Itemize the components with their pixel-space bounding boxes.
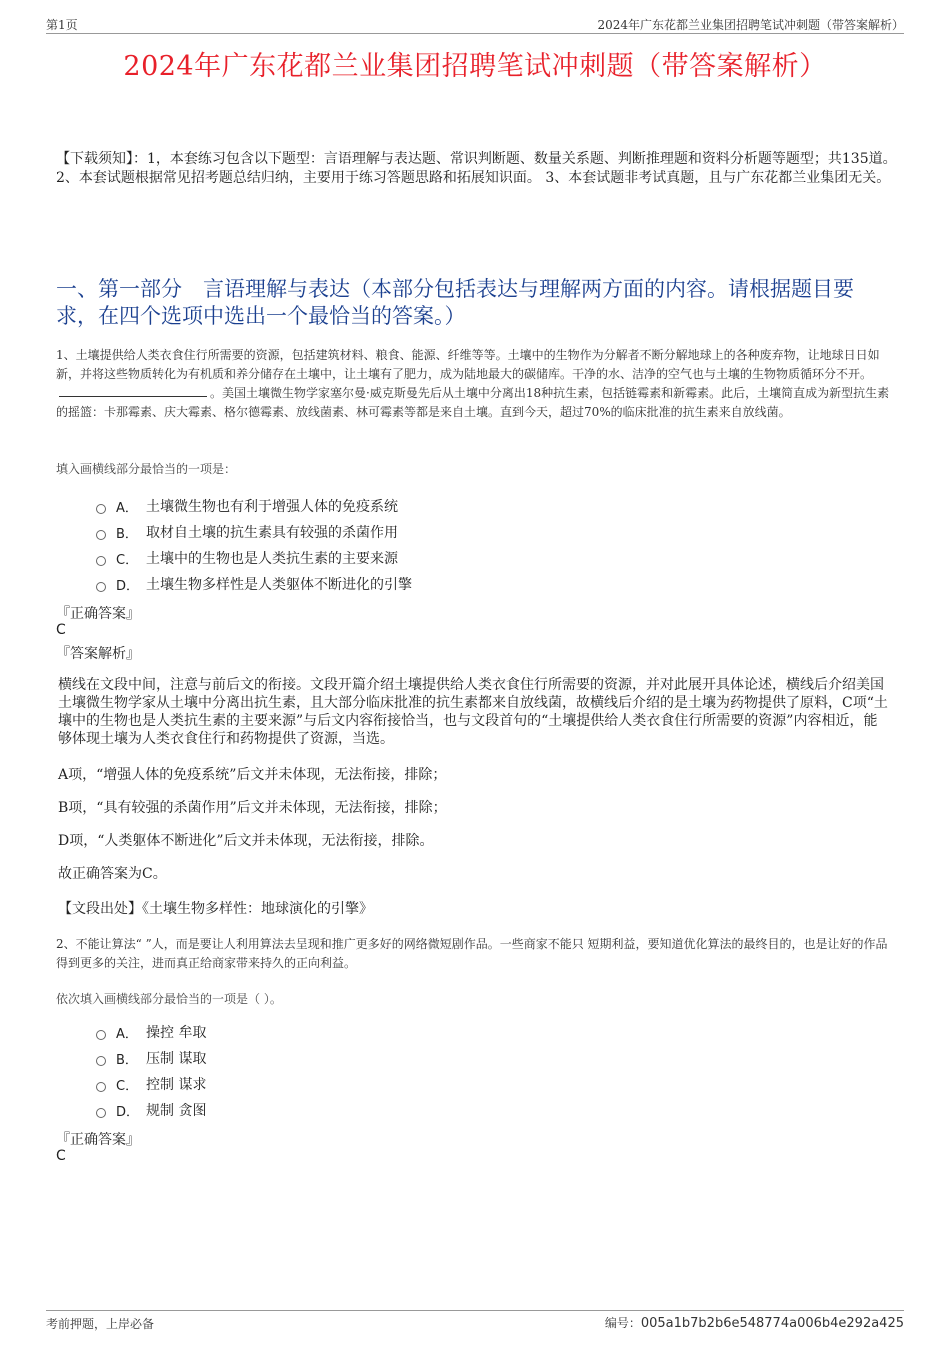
answer-label: 『正确答案』 <box>56 1132 140 1148</box>
option-a[interactable]: A． 土壤微生物也有利于增强人体的免疫系统 <box>96 493 412 519</box>
question-1-text <box>56 346 894 422</box>
radio-icon[interactable] <box>96 1056 106 1066</box>
option-d[interactable]: D． 土壤生物多样性是人类躯体不断进化的引擎 <box>96 571 412 597</box>
question-2-prompt: 依次填入画横线部分最恰当的一项是（ ）。 <box>56 992 282 1006</box>
analysis-paragraph: 横线在文段中间，注意与前后文的衔接。文段开篇介绍土壤提供给人类衣食住行所需要的资源，并对此展开具体论述，横线后介绍美国土壤微生物学家从土壤中分离出抗生素，且大部分临床批准的抗生素都来自放线菌，故横线后介绍的是土壤为药物提供了原料，C项“土壤中的生物也是人类抗生素的主要来源”与后文内容衔接恰当，也与文段首句的“土壤提供给人类衣食住行所需要的资源”内容相近，能够体现土壤为人类衣食住行和药物提供了资源，当选。 <box>58 677 888 747</box>
radio-icon[interactable] <box>96 556 106 566</box>
question-1-prompt: 填入画横线部分最恰当的一项是： <box>56 462 237 476</box>
fill-in-blank <box>59 384 207 397</box>
document-title: 2024年广东花都兰业集团招聘笔试冲刺题（带答案解析） <box>123 51 827 82</box>
option-c[interactable]: C． 土壤中的生物也是人类抗生素的主要来源 <box>96 545 412 571</box>
radio-icon[interactable] <box>96 530 106 540</box>
footer-code-label: 编号： <box>604 1316 641 1330</box>
analysis-source: 【文段出处】《土壤生物多样性：地球演化的引擎》 <box>58 901 373 917</box>
option-c[interactable]: C． 控制 谋求 <box>96 1071 206 1097</box>
question-1-options <box>96 493 412 597</box>
page-number: 第1页 <box>46 18 78 32</box>
question-2-options <box>96 1019 206 1123</box>
radio-icon[interactable] <box>96 1030 106 1040</box>
section-heading: 一、第一部分 言语理解与表达（本部分包括表达与理解两方面的内容。请根据题目要求，在四个选项中选出一个最恰当的答案。） <box>56 277 854 328</box>
analysis-option-b: B项，“具有较强的杀菌作用”后文并未体现，无法衔接，排除； <box>58 800 447 816</box>
analysis-label: 『答案解析』 <box>56 646 140 662</box>
option-b[interactable]: B． 压制 谋取 <box>96 1045 206 1071</box>
question-1-text-after: 。美国土壤微生物学家塞尔曼·威克斯曼先后从土壤中分离出18种抗生素，包括链霉素和新霉素。此后，土壤简直成为新型抗生素的摇篮：卡那霉素、庆大霉素、格尔德霉素、放线菌素、林可霉素等都是来自土壤。直到今天，超过70%的临床批准的抗生素来自放线菌。 <box>56 386 890 419</box>
option-a[interactable]: A． 操控 牟取 <box>96 1019 206 1045</box>
analysis-option-d: D项，“人类躯体不断进化”后文并未体现，无法衔接，排除。 <box>58 833 434 849</box>
footer-code-value: 005a1b7b2b6e548774a006b4e292a425 <box>640 1316 904 1331</box>
option-d[interactable]: D． 规制 贪图 <box>96 1097 206 1123</box>
radio-icon[interactable] <box>96 582 106 592</box>
footer-slogan: 考前押题，上岸必备 <box>46 1317 155 1331</box>
radio-icon[interactable] <box>96 1082 106 1092</box>
option-b[interactable]: B． 取材自土壤的抗生素具有较强的杀菌作用 <box>96 519 412 545</box>
footer-code <box>605 1314 904 1331</box>
analysis-option-a: A项，“增强人体的免疫系统”后文并未体现，无法衔接，排除； <box>58 767 447 783</box>
answer-value: C <box>56 1148 66 1164</box>
question-2-text: 2、不能让算法“ ”人，而是要让人利用算法去呈现和推广更多好的网络微短剧作品。一些商家不能只 短期利益，要知道优化算法的最终目的，也是让好的作品得到更多的关注，进而真正给商家带来持久的正向利益。 <box>56 937 888 970</box>
download-notice: 【下载须知】：1，本套练习包含以下题型：言语理解与表达题、常识判断题、数量关系题、判断推理题和资料分析题等题型；共135道。 2、本套试题根据常见招考题总结归纳，主要用于练习答题思路和拓展知识面。 3、本套试题非考试真题，且与广东花都兰业集团无关。 <box>56 151 897 186</box>
radio-icon[interactable] <box>96 1108 106 1118</box>
page-footer <box>46 1310 904 1331</box>
radio-icon[interactable] <box>96 504 106 514</box>
answer-label: 『正确答案』 <box>56 606 140 622</box>
header-doc-title: 2024年广东花都兰业集团招聘笔试冲刺题（带答案解析） <box>597 18 904 32</box>
question-1-text-before: 1、土壤提供给人类衣食住行所需要的资源，包括建筑材料、粮食、能源、纤维等等。土壤中的生物作为分解者不断分解地球上的各种废弃物，让地球日日如新，并将这些物质转化为有机质和养分储存在土壤中，让土壤有了肥力，成为陆地最大的碳储库。干净的水、洁净的空气也与土壤的生物物质循环分不开。 <box>56 348 880 381</box>
page-header <box>46 14 904 34</box>
analysis-conclusion: 故正确答案为C。 <box>58 866 167 882</box>
answer-value: C <box>56 622 66 638</box>
